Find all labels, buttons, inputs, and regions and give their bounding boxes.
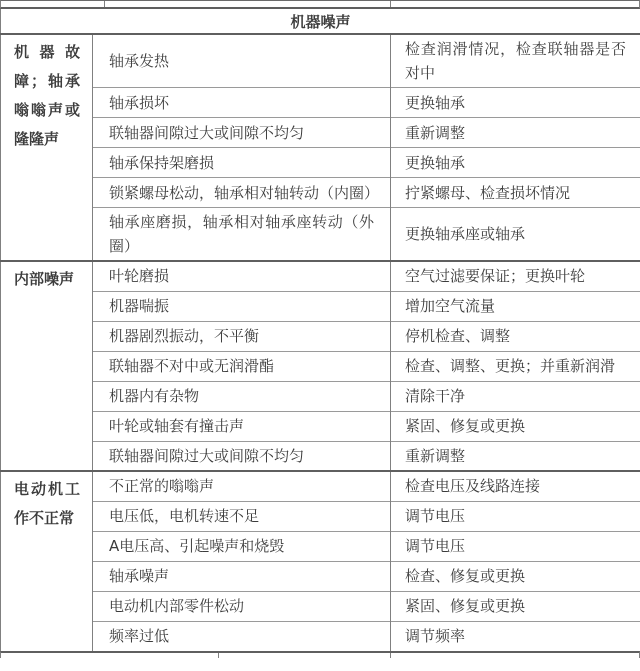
fault-solution-cell: 调节电压 xyxy=(391,531,640,561)
machine-noise-table xyxy=(0,9,640,651)
table-header-row xyxy=(1,9,640,34)
cropped-cell xyxy=(391,653,639,658)
cropped-row-top xyxy=(0,0,640,9)
cropped-row-bottom xyxy=(0,651,640,658)
table-row xyxy=(1,178,640,208)
fault-cause-cell: 联轴器间隙过大或间隙不均匀 xyxy=(93,441,391,471)
cropped-cell xyxy=(1,653,219,658)
fault-solution-cell: 拧紧螺母、检查损坏情况 xyxy=(391,178,640,208)
fault-solution-cell: 检查、修复或更换 xyxy=(391,561,640,591)
fault-cause-cell: 轴承座磨损，轴承相对轴承座转动（外圈） xyxy=(93,208,391,262)
cropped-cell xyxy=(105,1,391,7)
table-row xyxy=(1,88,640,118)
table-row xyxy=(1,411,640,441)
table-section-title: 机器噪声 xyxy=(1,9,640,34)
table-row xyxy=(1,621,640,651)
fault-cause-cell: 不正常的嗡嗡声 xyxy=(93,471,391,501)
fault-cause-cell: 机器喘振 xyxy=(93,291,391,321)
fault-solution-cell: 调节频率 xyxy=(391,621,640,651)
fault-solution-cell: 调节电压 xyxy=(391,501,640,531)
fault-cause-cell: 轴承噪声 xyxy=(93,561,391,591)
table-row xyxy=(1,381,640,411)
fault-cause-cell: 机器内有杂物 xyxy=(93,381,391,411)
fault-solution-cell: 重新调整 xyxy=(391,118,640,148)
cropped-cell xyxy=(219,653,391,658)
fault-cause-cell: 叶轮磨损 xyxy=(93,261,391,291)
fault-cause-cell: 电动机内部零件松动 xyxy=(93,591,391,621)
cropped-cell xyxy=(1,1,105,7)
fault-solution-cell: 更换轴承座或轴承 xyxy=(391,208,640,262)
fault-category-cell: 内部噪声 xyxy=(1,261,93,471)
fault-solution-cell: 清除干净 xyxy=(391,381,640,411)
table-row xyxy=(1,501,640,531)
fault-category-cell: 电动机工作不正常 xyxy=(1,471,93,651)
table-row xyxy=(1,34,640,88)
fault-cause-cell: 频率过低 xyxy=(93,621,391,651)
fault-solution-cell: 更换轴承 xyxy=(391,88,640,118)
fault-solution-cell: 紧固、修复或更换 xyxy=(391,411,640,441)
fault-cause-cell: A电压高、引起噪声和烧毁 xyxy=(93,531,391,561)
fault-category-cell: 机器故障；轴承嗡嗡声或隆隆声 xyxy=(1,34,93,261)
table-row xyxy=(1,118,640,148)
fault-solution-cell: 检查电压及线路连接 xyxy=(391,471,640,501)
table-row xyxy=(1,148,640,178)
fault-solution-cell: 空气过滤要保证；更换叶轮 xyxy=(391,261,640,291)
table-row xyxy=(1,351,640,381)
table-row xyxy=(1,561,640,591)
fault-solution-cell: 更换轴承 xyxy=(391,148,640,178)
table-row xyxy=(1,321,640,351)
fault-solution-cell: 停机检查、调整 xyxy=(391,321,640,351)
fault-cause-cell: 轴承损坏 xyxy=(93,88,391,118)
fault-cause-cell: 机器剧烈振动，不平衡 xyxy=(93,321,391,351)
table-row xyxy=(1,531,640,561)
fault-solution-cell: 增加空气流量 xyxy=(391,291,640,321)
table-row xyxy=(1,591,640,621)
fault-cause-cell: 联轴器间隙过大或间隙不均匀 xyxy=(93,118,391,148)
fault-cause-cell: 锁紧螺母松动，轴承相对轴转动（内圈） xyxy=(93,178,391,208)
table-row xyxy=(1,471,640,501)
fault-solution-cell: 检查润滑情况，检查联轴器是否对中 xyxy=(391,34,640,88)
fault-solution-cell: 紧固、修复或更换 xyxy=(391,591,640,621)
fault-solution-cell: 重新调整 xyxy=(391,441,640,471)
fault-solution-cell: 检查、调整、更换；并重新润滑 xyxy=(391,351,640,381)
table-row xyxy=(1,291,640,321)
table-row xyxy=(1,261,640,291)
table-row xyxy=(1,441,640,471)
fault-cause-cell: 轴承发热 xyxy=(93,34,391,88)
fault-cause-cell: 联轴器不对中或无润滑酯 xyxy=(93,351,391,381)
fault-cause-cell: 叶轮或轴套有撞击声 xyxy=(93,411,391,441)
fault-cause-cell: 电压低，电机转速不足 xyxy=(93,501,391,531)
fault-cause-cell: 轴承保持架磨损 xyxy=(93,148,391,178)
table-row xyxy=(1,208,640,262)
cropped-cell xyxy=(391,1,639,7)
